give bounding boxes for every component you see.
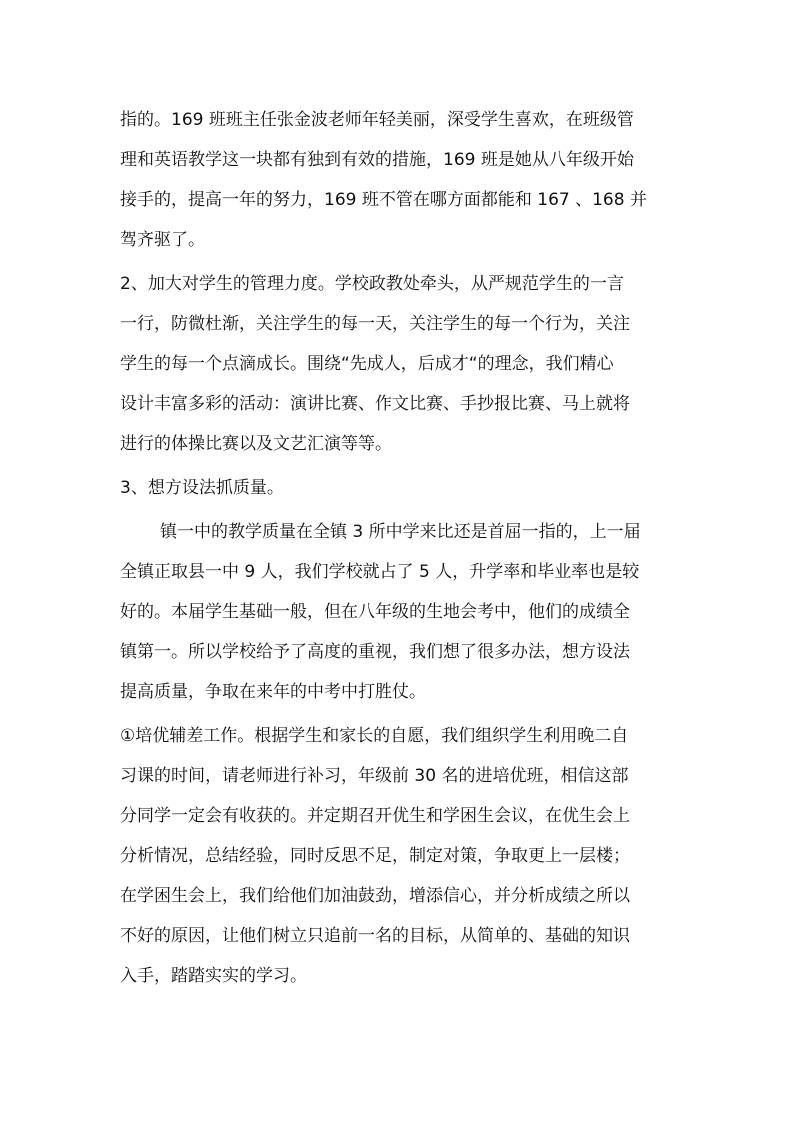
paragraph-line: 2、加大对学生的管理力度。学校政教处牵头，从严规范学生的一言 bbox=[120, 274, 624, 294]
paragraph-line: 接手的，提高一年的努力，169 班不管在哪方面都能和 167 、168 并 bbox=[120, 190, 647, 210]
paragraph-line: 习课的时间，请老师进行补习，年级前 30 名的进培优班，相信这部 bbox=[120, 766, 629, 786]
paragraph-line: 驾齐驱了。 bbox=[120, 230, 205, 250]
paragraph-line: 在学困生会上，我们给他们加油鼓劲，增添信心，并分析成绩之所以 bbox=[120, 886, 630, 906]
paragraph-line: 全镇正取县一中 9 人，我们学校就占了 5 人，升学率和毕业率也是较 bbox=[120, 562, 640, 582]
paragraph-line: 理和英语教学这一块都有独到有效的措施，169 班是她从八年级开始 bbox=[120, 150, 634, 170]
section-heading: 3、想方设法抓质量。 bbox=[120, 478, 284, 498]
paragraph-line: 学生的每一个点滴成长。围绕“先成人，后成才“的理念，我们精心 bbox=[120, 354, 614, 374]
paragraph-line: 设计丰富多彩的活动：演讲比赛、作文比赛、手抄报比赛、马上就将 bbox=[120, 394, 630, 414]
paragraph-line: 入手，踏踏实实的学习。 bbox=[120, 966, 307, 986]
paragraph-line: 提高质量，争取在来年的中考中打胜仗。 bbox=[120, 682, 426, 702]
paragraph-line: 镇第一。所以学校给予了高度的重视，我们想了很多办法，想方设法 bbox=[120, 642, 630, 662]
paragraph-line: 分同学一定会有收获的。并定期召开优生和学困生会议，在优生会上 bbox=[120, 806, 630, 826]
paragraph-line: 镇一中的教学质量在全镇 3 所中学来比还是首屈一指的，上一届 bbox=[160, 522, 641, 542]
paragraph-line: 不好的原因，让他们树立只追前一名的目标，从简单的、基础的知识 bbox=[120, 926, 630, 946]
paragraph-line: 好的。本届学生基础一般，但在八年级的生地会考中，他们的成绩全 bbox=[120, 602, 630, 622]
paragraph-line: 指的。169 班班主任张金波老师年轻美丽，深受学生喜欢，在班级管 bbox=[120, 110, 634, 130]
paragraph-line: ①培优辅差工作。根据学生和家长的自愿，我们组织学生利用晚二自 bbox=[120, 726, 629, 746]
paragraph-line: 一行，防微杜渐，关注学生的每一天，关注学生的每一个行为，关注 bbox=[120, 314, 630, 334]
paragraph-line: 进行的体操比赛以及文艺汇演等等。 bbox=[120, 434, 392, 454]
paragraph-line: 分析情况，总结经验，同时反思不足，制定对策，争取更上一层楼； bbox=[120, 846, 630, 866]
